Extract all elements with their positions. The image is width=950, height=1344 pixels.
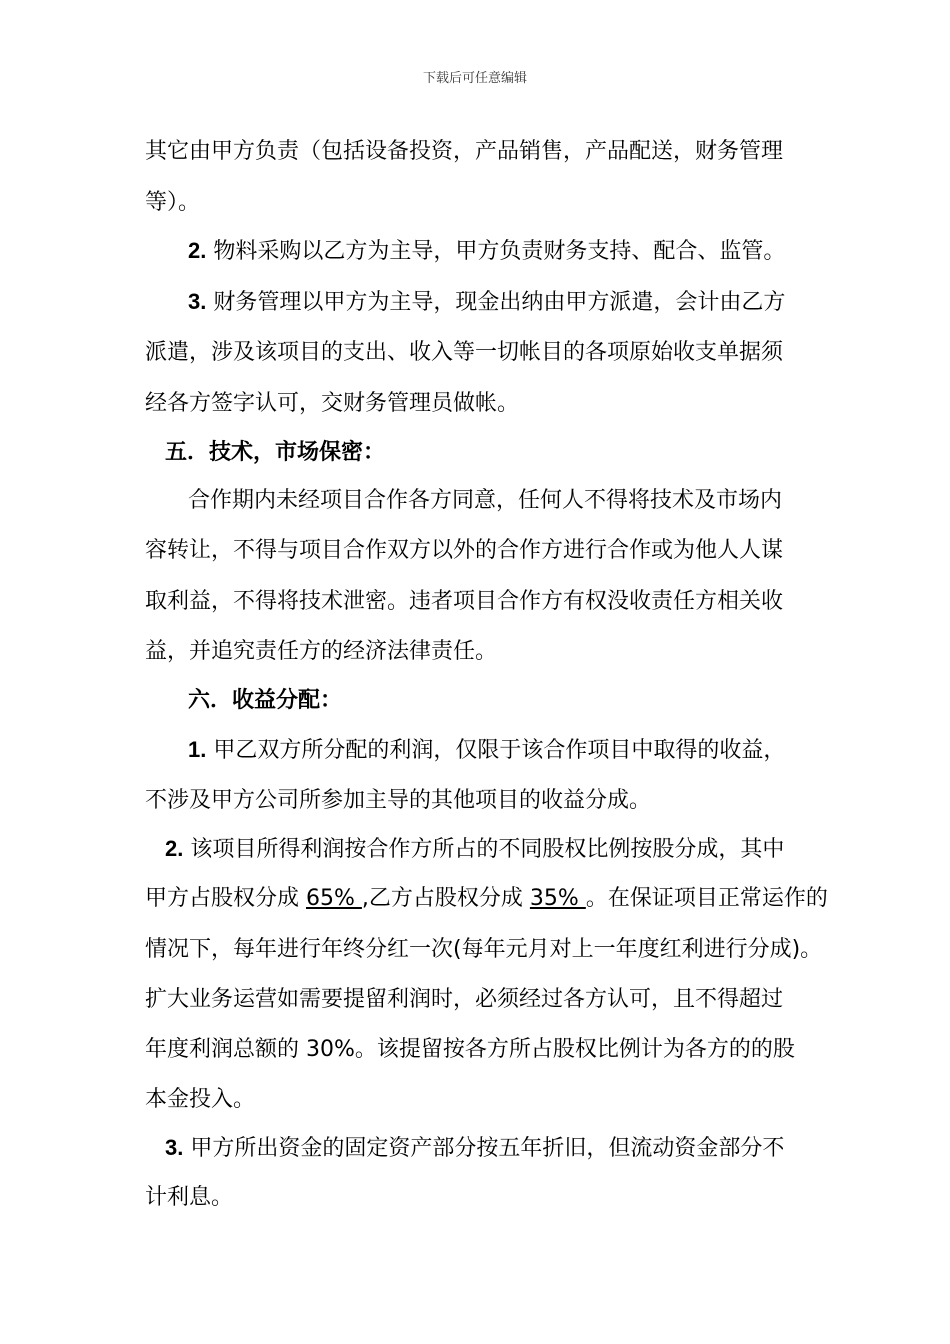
section-heading: 六．收益分配： bbox=[188, 688, 343, 713]
paragraph-line: 等）。 bbox=[145, 190, 201, 215]
paragraph-line: 不涉及甲方公司所参加主导的其他项目的收益分成。 bbox=[145, 788, 652, 813]
paragraph-line: 扩大业务运营如需要提留利润时，必须经过各方认可，且不得超过 bbox=[145, 987, 784, 1012]
clause-number: 3. bbox=[188, 289, 207, 314]
clause-number: 3. bbox=[165, 1135, 184, 1160]
clause-item bbox=[188, 236, 785, 267]
clause-item bbox=[188, 287, 785, 318]
clause-text: 甲方所出资金的固定资产部分按五年折旧，但流动资金部分不 bbox=[190, 1136, 785, 1161]
clause-item bbox=[188, 735, 785, 766]
party-b-share: 35% bbox=[529, 886, 586, 911]
share-text: 。在保证项目正常运作的 bbox=[585, 886, 828, 911]
paragraph-line: 取利益，不得将技术泄密。违者项目合作方有权没收责任方相关收 bbox=[145, 589, 784, 614]
paragraph-line: 其它由甲方负责（包括设备投资，产品销售，产品配送，财务管理 bbox=[145, 139, 784, 164]
share-text: 甲方占股权分成 bbox=[145, 886, 306, 911]
clause-number: 2. bbox=[188, 238, 207, 263]
clause-item bbox=[165, 834, 784, 865]
paragraph-line: 情况下，每年进行年终分红一次(每年元月对上一年度红利进行分成)。 bbox=[145, 937, 823, 962]
clause-text: 甲乙双方所分配的利润，仅限于该合作项目中取得的收益， bbox=[213, 738, 786, 763]
paragraph-line: 派遣，涉及该项目的支出、收入等一切帐目的各项原始收支单据须 bbox=[145, 340, 784, 365]
clause-item bbox=[165, 1133, 784, 1164]
clause-text: 物料采购以乙方为主导，甲方负责财务支持、配合、监管。 bbox=[213, 239, 786, 264]
clause-text: 该项目所得利润按合作方所占的不同股权比例按股分成，其中 bbox=[190, 837, 785, 862]
paragraph-line: 本金投入。 bbox=[145, 1087, 256, 1112]
paragraph-line: 计利息。 bbox=[145, 1185, 234, 1210]
paragraph-line: 年度利润总额的 30%。该提留按各方所占股权比例计为各方的的股 bbox=[145, 1037, 795, 1062]
share-text: ,乙方占股权分成 bbox=[361, 886, 530, 911]
paragraph-line: 容转让，不得与项目合作双方以外的合作方进行合作或为他人人谋 bbox=[145, 538, 784, 563]
paragraph-line: 益，并追究责任方的经济法律责任。 bbox=[145, 639, 498, 664]
page-header: 下载后可任意编辑 bbox=[422, 71, 527, 86]
party-a-share: 65% bbox=[306, 886, 362, 911]
clause-number: 2. bbox=[165, 836, 184, 861]
section-heading: 五．技术，市场保密： bbox=[165, 440, 386, 465]
paragraph-line: 经各方签字认可，交财务管理员做帐。 bbox=[145, 391, 520, 416]
paragraph-line: 合作期内未经项目合作各方同意，任何人不得将技术及市场内 bbox=[188, 488, 783, 513]
clause-number: 1. bbox=[188, 737, 207, 762]
share-ratio-line bbox=[145, 884, 828, 914]
clause-text: 财务管理以甲方为主导，现金出纳由甲方派遣，会计由乙方 bbox=[213, 290, 786, 315]
